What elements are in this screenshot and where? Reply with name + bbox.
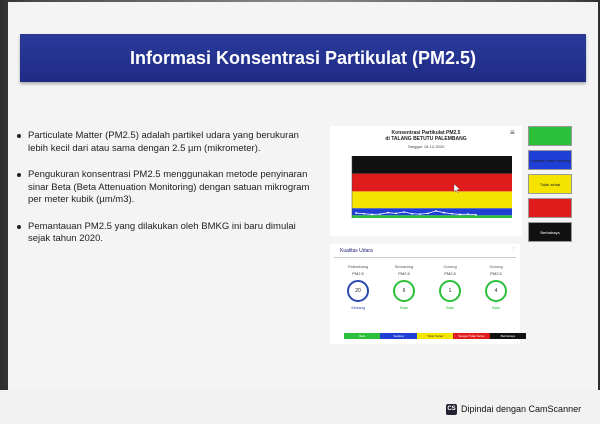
station-name: Gorong — [489, 264, 503, 269]
station-gauge[interactable] — [338, 264, 378, 310]
station-value-ring — [347, 280, 369, 302]
chart-date: Tanggal: 18-12-2020 — [407, 144, 445, 149]
pm25-chart-card — [330, 126, 522, 236]
legend-good — [528, 126, 572, 146]
aqi-band — [352, 215, 512, 218]
station-status: Sedang — [351, 305, 365, 310]
divider — [334, 257, 516, 258]
bullet-list — [14, 130, 314, 260]
legend-label: Tidak sehat — [539, 181, 561, 187]
station-value: 6 — [402, 288, 406, 294]
aqi-legend — [528, 126, 572, 246]
data-point — [355, 212, 357, 214]
chart-title-line2: di TALANG BETUTU PALEMBANG — [385, 136, 467, 142]
slide-title: Informasi Konsentrasi Partikulat (PM2.5) — [20, 34, 586, 82]
stations-menu-icon[interactable]: ⋮ — [511, 247, 516, 253]
legend-hazardous — [528, 222, 572, 242]
data-point — [379, 213, 381, 215]
aqi-band — [352, 156, 512, 174]
bullet-item: Pemantauan PM2.5 yang dilakukan oleh BMKG ini baru dimulai sejak tahun 2020. — [14, 221, 314, 246]
bullet-item: Pengukuran konsentrasi PM2.5 menggunakan metode penyinaran sinar Beta (Beta Attenuation Monitoring) dengan satuan mikrogram per meter kubik (µm/m3). — [14, 169, 314, 207]
legend-very-unhealthy — [528, 198, 572, 218]
station-gauge[interactable] — [476, 264, 516, 310]
pm25-chart — [330, 126, 522, 236]
chart-menu-icon[interactable]: ≡ — [510, 128, 515, 137]
station-status: Baik — [492, 305, 500, 310]
category-segment: Sedang — [380, 333, 416, 339]
category-segment: Sangat Tidak Sehat — [453, 333, 489, 339]
station-status: Baik — [400, 305, 408, 310]
station-value-ring — [485, 280, 507, 302]
station-param: PM2.5 — [352, 271, 364, 276]
station-value: 20 — [355, 288, 361, 294]
station-name: Palembang — [347, 264, 369, 269]
data-point — [419, 213, 421, 215]
station-gauge[interactable] — [430, 264, 470, 310]
camscanner-text: Dipindai dengan CamScanner — [461, 404, 582, 414]
data-point — [475, 214, 477, 216]
data-point — [459, 214, 461, 216]
station-status: Baik — [446, 305, 454, 310]
station-value-ring — [439, 280, 461, 302]
legend-moderate — [528, 150, 572, 170]
station-name: Semarang — [394, 264, 414, 269]
stations-title: Kualitas Udara — [340, 248, 373, 254]
data-point — [443, 212, 445, 214]
station-param: PM2.5 — [444, 271, 456, 276]
legend-label: Berbahaya — [540, 229, 560, 235]
station-param: PM2.5 — [490, 271, 502, 276]
category-segment: Baik — [344, 333, 380, 339]
aqi-band — [352, 174, 512, 192]
station-param: PM2.5 — [398, 271, 410, 276]
data-point — [395, 212, 397, 214]
camscanner-watermark — [446, 402, 581, 416]
category-segment: Berbahaya — [490, 333, 526, 339]
data-point — [403, 211, 405, 213]
data-point — [371, 214, 373, 216]
category-segment: Tidak Sehat — [417, 333, 453, 339]
data-point — [427, 212, 429, 214]
aqi-band — [352, 191, 512, 208]
data-point — [451, 213, 453, 215]
data-point — [435, 210, 437, 212]
legend-label: Kualitas udara sedang — [530, 157, 570, 163]
category-color-bar — [344, 333, 526, 339]
air-quality-stations — [330, 244, 520, 344]
station-value: 4 — [494, 288, 498, 294]
station-name: Gorong — [443, 264, 457, 269]
data-point — [363, 213, 365, 215]
station-gauge[interactable] — [384, 264, 424, 310]
bullet-item: Particulate Matter (PM2.5) adalah partikel udara yang berukuran lebih kecil dari atau sama dengan 2.5 µm (mikrometer). — [14, 130, 314, 155]
data-point — [411, 213, 413, 215]
chart-title-line1: Konsentrasi Partikulat PM2.5 — [391, 130, 461, 136]
station-value-ring — [393, 280, 415, 302]
legend-unhealthy — [528, 174, 572, 194]
data-point — [387, 212, 389, 214]
camscanner-logo-icon: CS — [446, 404, 457, 415]
station-value: 1 — [448, 288, 452, 294]
data-point — [467, 213, 469, 215]
